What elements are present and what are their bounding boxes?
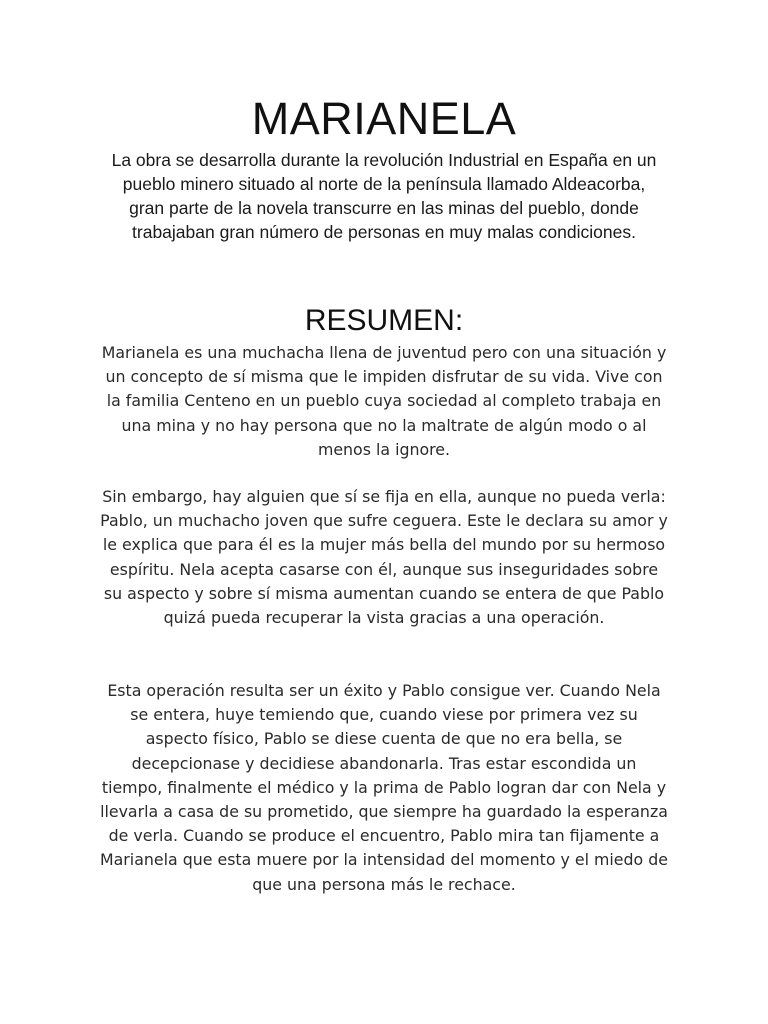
summary-heading: RESUMEN: xyxy=(304,304,464,337)
page-title: MARIANELA xyxy=(251,93,517,144)
intro-paragraph: La obra se desarrolla durante la revolución Industrial en España en un pueblo minero situado al norte de la península llamado Aldeacorba, gran parte de la novela transcurre en las minas del pueblo, donde trabajaban gran número de personas en muy malas condiciones. xyxy=(111,150,657,242)
summary-paragraph: Sin embargo, hay alguien que sí se fija en ella, aunque no pueda verla: Pablo, un muchacho joven que sufre ceguera. Este le declara su amor y le explica que para él es la mujer más bella del mundo por su hermoso espíritu. Nela acepta casarse con él, aunque sus inseguridades sobre su aspecto y sobre sí misma aumentan cuando se entera de que Pablo quizá pueda recuperar la vista gracias a una operación. xyxy=(100,487,668,628)
summary-paragraph: Esta operación resulta ser un éxito y Pablo consigue ver. Cuando Nela se entera, huye temiendo que, cuando viese por primera vez su aspecto físico, Pablo se diese cuenta de que no era bella, se decepcionase y decidiese abandonarla. Tras estar escondida un tiempo, finalmente el médico y la prima de Pablo logran dar con Nela y llevarla a casa de su prometido, que siempre ha guardado la esperanza de verla. Cuando se produce el encuentro, Pablo mira tan fijamente a Marianela que esta muere por la intensidad del momento y el miedo de que una persona más le rechace. xyxy=(100,681,668,894)
summary-paragraph: Marianela es una muchacha llena de juventud pero con una situación y un concepto de sí misma que le impiden disfrutar de su vida. Vive con la familia Centeno en un pueblo cuya sociedad al completo trabaja en una mina y no hay persona que no la maltrate de algún modo o al menos la ignore. xyxy=(101,343,667,459)
